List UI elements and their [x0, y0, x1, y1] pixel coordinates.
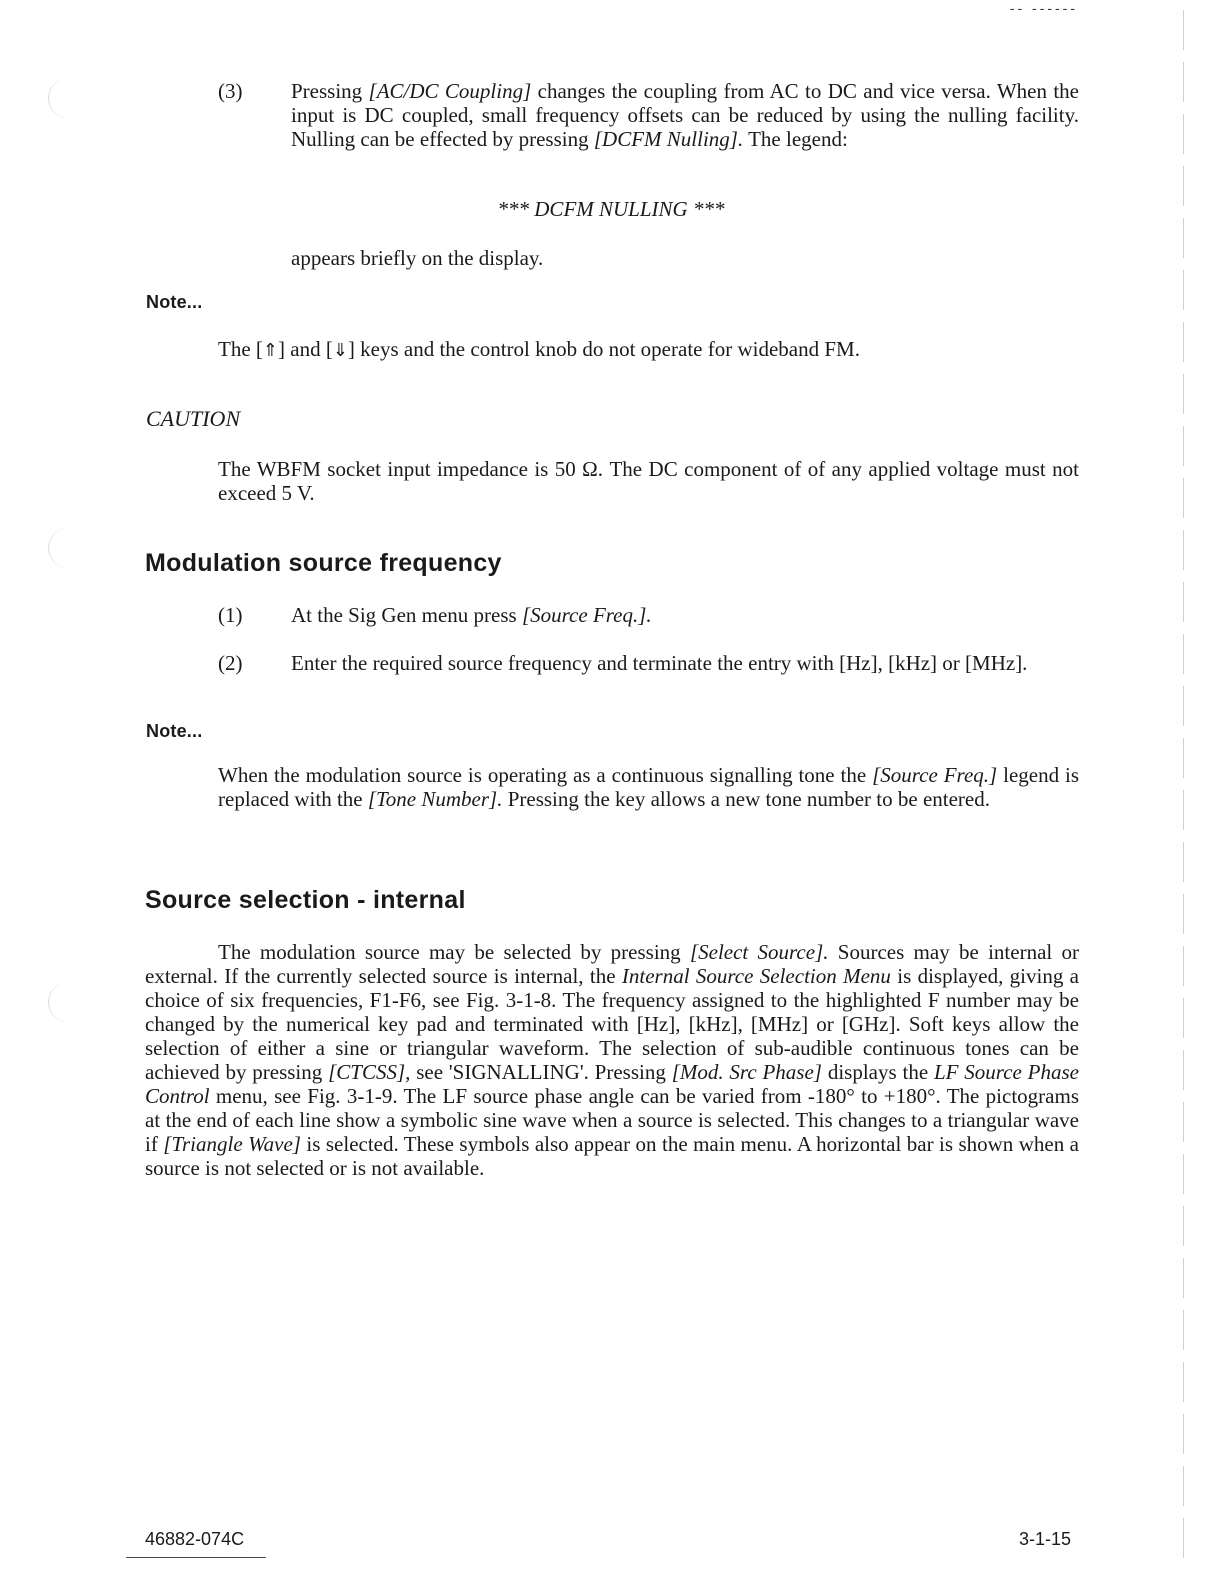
section-heading-source-selection-internal: Source selection - internal [145, 886, 466, 914]
step-number: (3) [218, 79, 243, 103]
key-triangle-wave: [Triangle Wave] [163, 1132, 301, 1156]
key-source-freq: [Source Freq.] [872, 763, 998, 787]
note-label: Note... [146, 721, 203, 741]
scan-artifact-hole-3 [48, 982, 89, 1022]
note-1-text: The [⇑] and [⇓] keys and the control knob do not operate for wideband FM. [218, 337, 860, 361]
step-number: (1) [218, 603, 243, 627]
scan-artifact-hole-2 [48, 528, 89, 568]
step-number: (2) [218, 651, 243, 675]
key-dcfm-nulling: [DCFM Nulling]. [593, 127, 744, 151]
caution-text: The WBFM socket input impedance is 50 Ω. The DC component of of any applied voltage must not exceed 5 V. [218, 457, 1079, 505]
note-2-text: When the modulation source is operating as a continuous signalling tone the [Source Freq.] legend is replaced with the [Tone Number]. Pressing the key allows a new tone number to be entered. [218, 763, 1080, 811]
key-ctcss: [CTCSS], [328, 1060, 411, 1084]
menu-lf-source-phase-control: LF Source Phase Control [145, 1060, 1079, 1108]
legend-follow-text: appears briefly on the display. [291, 246, 544, 270]
section-heading-modulation-source-frequency: Modulation source frequency [145, 549, 502, 577]
step-2-text: Enter the required source frequency and terminate the entry with [Hz], [kHz] or [MHz]. [291, 651, 1028, 675]
menu-internal-source-selection: Internal Source Selection Menu [621, 964, 891, 988]
key-source-freq: [Source Freq.]. [521, 603, 652, 627]
key-tone-number: [Tone Number]. [367, 787, 503, 811]
page-number: 3-1-15 [1019, 1529, 1072, 1549]
note-label: Note... [146, 292, 203, 312]
step-3-paragraph: Pressing [AC/DC Coupling] changes the coupling from AC to DC and vice versa. When the input is DC coupled, small frequency offsets can be reduced by using the nulling facility. Nulling can be effected by pressing [DCFM Nulling]. The legend: [291, 79, 1079, 151]
key-mod-src-phase: [Mod. Src Phase] [671, 1060, 822, 1084]
caution-label: CAUTION [146, 406, 241, 431]
step-1-text: At the Sig Gen menu press [Source Freq.]. [291, 603, 652, 627]
source-selection-paragraph: The modulation source may be selected by pressing [Select Source]. Sources may be internal or external. If the currently selected source is internal, the Internal Source Selection Menu is displayed, giving a choice of six frequencies, F1-F6, see Fig. 3-1-8. The frequency assigned to the highlighted F number may be changed by the numerical key pad and terminated with [Hz], [kHz], [MHz] or [GHz]. Soft keys allow the selection of either a sine or triangular waveform. The selection of sub-audible continuous tones can be achieved by pressing [CTCSS], see 'SIGNALLING'. Pressing [Mod. Src Phase] displays the LF Source Phase Control menu, see Fig. 3-1-9. The LF source phase angle can be varied from -180° to +180°. The pictograms at the end of each line show a symbolic sine wave when a source is selected. This changes to a triangular wave if [Triangle Wave] is selected. These symbols also appear on the main menu. A horizontal bar is shown when a source is not selected or is not available. [145, 940, 1080, 1180]
footer-rule [126, 1557, 266, 1558]
key-ac-dc-coupling: [AC/DC Coupling] [368, 79, 532, 103]
header-mark: -- ------ [1009, 0, 1078, 16]
key-select-source: [Select Source]. [689, 940, 829, 964]
scan-edge-line [1183, 10, 1184, 1570]
scan-artifact-hole-1 [48, 78, 89, 118]
display-legend: *** DCFM NULLING *** [497, 197, 725, 221]
up-arrow-icon: ⇑ [262, 340, 278, 361]
document-number: 46882-074C [145, 1529, 245, 1549]
down-arrow-icon: ⇓ [332, 340, 348, 361]
